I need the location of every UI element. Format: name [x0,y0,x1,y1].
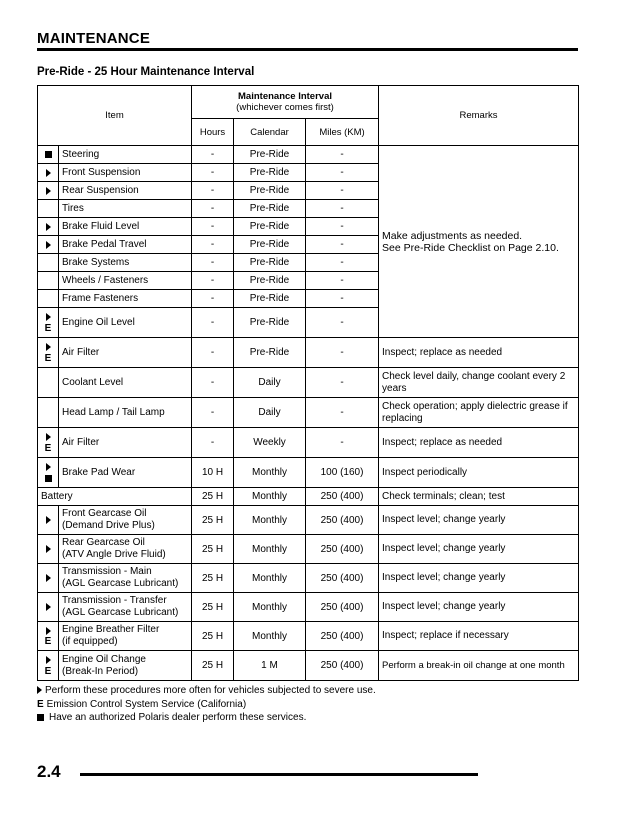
row-calendar: Monthly [234,564,306,593]
table-row [38,506,579,535]
legend-dealer-text: Have an authorized Polaris dealer perform these services. [49,712,307,723]
severe-use-triangle-icon [46,627,51,635]
row-item-line2: (AGL Gearcase Lubricant) [62,607,179,618]
row-symbols [38,506,59,535]
row-symbols [38,398,59,428]
row-hours: - [192,428,234,458]
severe-use-triangle-icon [46,313,51,321]
row-remarks: Check level daily, change coolant every 2 years [379,368,579,398]
legend-emission [37,698,376,712]
emission-letter: E [44,665,52,677]
row-item: Wheels / Fasteners [59,272,192,290]
table-row [38,535,579,564]
severe-use-triangle-icon [46,223,51,231]
row-item: Battery [38,488,192,506]
row-remarks: Inspect; replace as needed [379,428,579,458]
header-item: Item [38,86,192,146]
row-item-line1: Front Gearcase Oil [62,508,147,519]
row-symbols [38,428,59,458]
row-miles: 250 (400) [306,564,379,593]
severe-use-triangle-icon [46,516,51,524]
maintenance-table [37,85,579,681]
row-item-line2: (Break-In Period) [62,665,139,677]
table-header-row [38,86,579,119]
row-calendar: 1 M [234,651,306,681]
emission-letter: E [44,352,52,364]
legend-dealer [37,711,376,725]
table-row [38,398,579,428]
row-calendar: Pre-Ride [234,338,306,368]
row-symbols [38,308,59,338]
row-symbols [38,182,59,200]
row-hours: 25 H [192,622,234,651]
row-calendar: Pre-Ride [234,218,306,236]
emission-letter: E [44,636,52,647]
severe-use-triangle-icon [46,241,51,249]
row-symbols [38,368,59,398]
row-miles: 250 (400) [306,535,379,564]
row-item-line1: Engine Breather Filter [62,624,160,635]
row-miles: - [306,308,379,338]
row-item: Frame Fasteners [59,290,192,308]
row-hours: - [192,164,234,182]
row-symbols [38,593,59,622]
row-hours: - [192,182,234,200]
header-rule [37,48,578,51]
row-miles: - [306,182,379,200]
table-row [38,458,579,488]
row-hours: - [192,200,234,218]
row-hours: - [192,368,234,398]
row-hours: 25 H [192,506,234,535]
group-remark-line1: Make adjustments as needed. [382,229,523,242]
severe-use-triangle-icon [46,463,51,471]
row-miles: - [306,254,379,272]
table-row [38,368,579,398]
row-item [59,651,192,681]
row-symbols [38,236,59,254]
row-miles: - [306,428,379,458]
row-item-line2: (ATV Angle Drive Fluid) [62,549,166,560]
row-miles: - [306,236,379,254]
row-miles: 100 (160) [306,458,379,488]
row-symbols [38,458,59,488]
row-hours: - [192,398,234,428]
header-miles: Miles (KM) [306,119,379,146]
row-item [59,622,192,651]
row-hours: 25 H [192,535,234,564]
header-interval [192,86,379,119]
table-row [38,428,579,458]
row-miles: - [306,146,379,164]
table-row [38,593,579,622]
row-item: Front Suspension [59,164,192,182]
row-item-line2: (AGL Gearcase Lubricant) [62,578,179,589]
row-miles: - [306,200,379,218]
row-item: Head Lamp / Tail Lamp [59,398,192,428]
row-miles: 250 (400) [306,593,379,622]
table-row [38,488,579,506]
row-hours: - [192,338,234,368]
row-calendar: Monthly [234,458,306,488]
row-item: Rear Suspension [59,182,192,200]
row-item: Brake Systems [59,254,192,272]
severe-use-triangle-icon [46,433,51,441]
row-hours: - [192,218,234,236]
row-symbols [38,338,59,368]
row-miles: - [306,368,379,398]
row-calendar: Daily [234,398,306,428]
row-item [59,564,192,593]
row-item: Air Filter [59,338,192,368]
header-interval-note: (whichever comes first) [236,102,334,113]
row-miles: 250 (400) [306,651,379,681]
row-calendar: Pre-Ride [234,272,306,290]
row-item: Brake Pad Wear [59,458,192,488]
row-calendar: Daily [234,368,306,398]
section-title: MAINTENANCE [37,30,151,47]
row-symbols [38,564,59,593]
row-calendar: Pre-Ride [234,254,306,272]
legend-emission-letter: E [37,698,44,710]
row-miles: 250 (400) [306,488,379,506]
legend [37,684,376,725]
header-hours: Hours [192,119,234,146]
dealer-square-icon [45,151,52,158]
row-calendar: Monthly [234,488,306,506]
row-miles: 250 (400) [306,622,379,651]
header-calendar: Calendar [234,119,306,146]
table-row [38,338,579,368]
row-calendar: Monthly [234,593,306,622]
dealer-square-icon [37,714,44,721]
emission-letter: E [44,322,52,334]
table-row [38,564,579,593]
row-calendar: Pre-Ride [234,146,306,164]
row-item: Coolant Level [59,368,192,398]
footer-rule [80,773,478,776]
row-item: Brake Fluid Level [59,218,192,236]
row-symbols [38,622,59,651]
emission-letter: E [44,442,52,454]
row-item: Brake Pedal Travel [59,236,192,254]
dealer-square-icon [45,475,52,482]
row-symbols [38,200,59,218]
page-subtitle: Pre-Ride - 25 Hour Maintenance Interval [37,66,255,78]
row-miles: - [306,290,379,308]
header-remarks: Remarks [379,86,579,146]
severe-use-triangle-icon [46,187,51,195]
row-remarks: Check terminals; clean; test [379,488,579,506]
row-remarks: Inspect level; change yearly [379,535,579,564]
row-calendar: Pre-Ride [234,164,306,182]
table-row [38,146,579,164]
row-symbols [38,254,59,272]
severe-use-triangle-icon [37,686,42,694]
table-row [38,622,579,651]
legend-emission-text: Emission Control System Service (California) [46,698,247,710]
row-calendar: Weekly [234,428,306,458]
row-remarks: Inspect level; change yearly [379,564,579,593]
row-hours: 25 H [192,651,234,681]
page-number: 2.4 [37,762,61,781]
row-symbols [38,164,59,182]
row-remarks: Inspect periodically [379,458,579,488]
severe-use-triangle-icon [46,656,51,664]
row-calendar: Monthly [234,622,306,651]
row-item-line1: Engine Oil Change [62,653,146,665]
severe-use-triangle-icon [46,545,51,553]
row-hours: - [192,236,234,254]
row-calendar: Pre-Ride [234,200,306,218]
row-remarks: Inspect; replace as needed [379,338,579,368]
row-hours: - [192,290,234,308]
row-calendar: Pre-Ride [234,308,306,338]
row-hours: - [192,254,234,272]
row-miles: - [306,164,379,182]
row-hours: 10 H [192,458,234,488]
row-item-line1: Transmission - Main [62,566,152,577]
row-hours: 25 H [192,564,234,593]
row-item-line2: (Demand Drive Plus) [62,520,155,531]
severe-use-triangle-icon [46,169,51,177]
row-item: Air Filter [59,428,192,458]
row-miles: - [306,218,379,236]
row-remarks: Inspect; replace if necessary [379,622,579,651]
row-calendar: Monthly [234,535,306,564]
row-item [59,506,192,535]
legend-severe [37,684,376,698]
row-calendar: Pre-Ride [234,290,306,308]
row-hours: - [192,308,234,338]
row-remarks: Inspect level; change yearly [379,593,579,622]
row-miles: - [306,398,379,428]
row-calendar: Pre-Ride [234,236,306,254]
table-row [38,651,579,681]
row-symbols [38,535,59,564]
row-miles: - [306,338,379,368]
row-miles: 250 (400) [306,506,379,535]
row-remarks: Inspect level; change yearly [379,506,579,535]
row-item: Tires [59,200,192,218]
row-item [59,535,192,564]
row-item: Engine Oil Level [59,308,192,338]
row-hours: - [192,146,234,164]
row-item [59,593,192,622]
row-item: Steering [59,146,192,164]
legend-severe-text: Perform these procedures more often for vehicles subjected to severe use. [45,685,376,696]
row-item-line2: (if equipped) [62,636,118,647]
row-symbols [38,272,59,290]
row-item-line1: Transmission - Transfer [62,595,167,606]
row-hours: - [192,272,234,290]
row-hours: 25 H [192,488,234,506]
row-calendar: Monthly [234,506,306,535]
header-interval-label: Maintenance Interval [238,91,332,102]
row-remarks-group [379,146,579,338]
severe-use-triangle-icon [46,574,51,582]
row-remarks: Perform a break-in oil change at one month [379,651,579,681]
severe-use-triangle-icon [46,343,51,351]
row-miles: - [306,272,379,290]
severe-use-triangle-icon [46,603,51,611]
row-calendar: Pre-Ride [234,182,306,200]
row-symbols [38,651,59,681]
row-remarks: Check operation; apply dielectric grease if replacing [379,398,579,428]
row-symbols [38,218,59,236]
row-item-line1: Rear Gearcase Oil [62,537,145,548]
row-symbols [38,290,59,308]
row-symbols [38,146,59,164]
group-remark-line2: See Pre-Ride Checklist on Page 2.10. [382,241,559,254]
row-hours: 25 H [192,593,234,622]
